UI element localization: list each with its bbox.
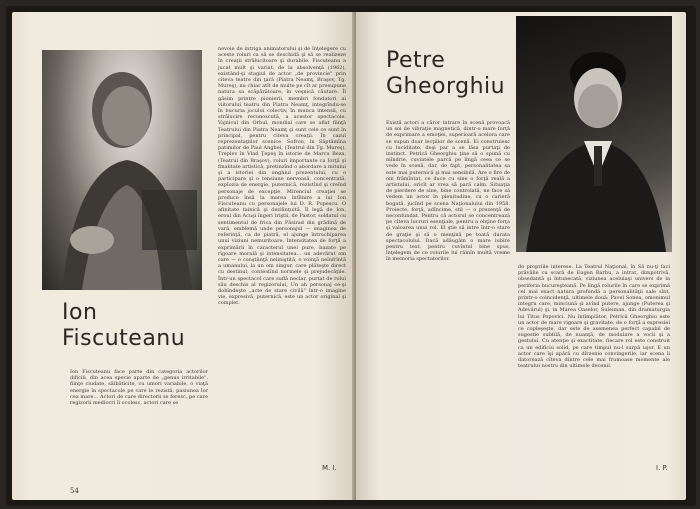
- portrait-illustration-right: [516, 16, 672, 252]
- left-title-line1: Ion: [62, 300, 98, 325]
- right-title-line2: Gheorghiu: [386, 74, 506, 99]
- left-column-text: nevoie de intriga animatorului şi de înţelegere cu aceste roluri ca să se deschidă şi să se realizeze în creaţii strălucitoare şi durabile. Fiscuteanu a jucat mult şi variat, de la absolvenţă (1962), existând-şi stagiul de actor „de provincie" prin cîteva teatre din ţară (Piatra Neamţ, Braşov, Tg. Mureş), nu chiar atît de multe pe cît ar presupune natura sa scăpărătoare, în veşnică căutare. Îl găsim printre pionierii, membri fondatori ai viitorului teatru din Piatra Neamţ, integrîndu-se în bucuria jocului colectiv, în munca intensă, cu strălucire recunoscută, a acestor spectacole. Vajnicul din Orbul, mondial care se aflat fiinţă Teatrului din Piatra Neamţ şi sunt cele ce sunt în principal, pentru cîteva creaţii. În cazul reprezentaţiilor scenice. Sofron, în Săptămîna patimilor de Paul Anghel, (Teatrul din Tg. Mureş), Treplev în Vlad Ţepeş în istorie de Marcu Beza, (Teatrul din Braşov), roluri importante ca forţă şi finalitate artistică, pretinzînd o abordare a mitului şi a istoriei din unghiul prezentului, cu o participare şi o tensiune nervoasă, concentrată, explozia de energie, puternică, rezistînd şi creînd personaje de excepţie. Mirenciul creaţiei se produce însă la marea întîlnire a lui Ion Fiscuteanu cu personajele lui D. R. Popescu. O afinitate tainică şi dezlănţuită. Îl legă de Ion, eroul din Acuşi îngeri triştii, de Pastor, soldatul cu sentimentul de frica din Păsirad din grădină de vară, emblemă unde personajul — imaginea de referinţă, ca de piatră, el ajunge întruchiparea unui viziuni nemuritoare. Intensitatea de forţă a exprimării în caracterul unei pure, bazate pe rigoare morală şi intensitatea... un adevărat om care — o conştiinţă neliniştită, o voinţă neînfrîntă a umanului, la un om singur, care plăteşte direct cu destinul, contestînd normele şi prejudecăţile. Într-un spectacol care suflă neclar, purtat de rolul său deschis al regizorului, Un ah personaj ce-şi dobîndeşte „acte de stare civilă" într-o imagine vie, expresivă, puternică, este un actor original şi complet.: [218, 46, 346, 307]
- right-column-text: Există actori a căror intrare în scenă provoacă un soi de vibraţie magnetică, dintr-o mare forţă de exprimare a emoţiei, superioară acelora care se supun doar lecţiilor de scenă. Ei construiesc cu luciditate, deşi par a se lăsa purtaţi de instinct. Petrică Gheorghiu ţine să o spună cu mîndrie, cuvintele parcă pe lîngă ceea ce se vede în scenă, dar, de fapt, personalitatea sa este mai puternică şi mai sensibilă. Are o fire de om frămîntat, ce duce cu sine o forţă reală a artistului, oricît ar vrea să pară calm. Situaţia de pierdere de sine, bine controlată, ne face să vedem un actor în plenitudine, cu o carieră bogată, jucînd pe scena Naţionalului din 1958. Proiecte, forţă, adîncime, stil — o prezenţă de neconfundat. Pentru că actorul se concentrează pe cîteva lucruri esenţiale, pentru a obţine forţa şi valoarea unui rol. El ştie să intre într-o stare de graţie şi să o menţină pe toată durata spectacolului. Dacă adăugăm o mare iubire pentru text, pentru cuvîntul bine spus, înţelegem de ce rolurile lui rămîn multă vreme în memoria spectatorilor.: [386, 120, 510, 263]
- left-intro-text: Ion Fiscuteanu face parte din categoria actorilor dificili, din acea specie aparte de „genus irritabile", fiinţe ciudate, sălbăticite, cu umori variabile, o viaţă energie în spectacole pe care le rezistă, pasiunea lor cea mare... Actori de care directorii se feresc, pe care regizorii mediocri îi ocolesc, actori care se: [70, 369, 208, 407]
- left-title: [62, 300, 185, 352]
- left-title-line2: Fiscuteanu: [62, 326, 186, 351]
- right-signature: I. P.: [656, 464, 668, 472]
- right-column2-text: de propriile interese. La Teatrul Naţional, în Să nu-ţi faci prăvălie cu scară de Eugen Barbu, a intrat, dimpotrivă, obsedantă şi întunecată, viziunea aceluiaşi univers de la periferia bucureşteană. Pe lîngă rolurile în care se exprimă cel mai exact natura profundă a personalităţii sale sînt, printr-o coincidenţă, ultimele două: Pavel Sonea, omonimul integru care, minciună şi avînd putere, ajunge (Puterea şi Adevărul) şi, in Marea Oaselor, Suleiman, din dramaturgia lui Titus Popovici. Nu întîmplător, Petrică Gheorghiu este un actor de mare vigoare şi gravitate, de o forţă a expresiei ce copleşeşte, dar este de asemenea perfect capabil de sugestie subtilă, de nuanţă, de modulare a vocii şi a gestului. Cu atenţie şi exactitate, fiecare rol este construit ca un edificiu solid, pe care timpul nu-l surpă uşor. E un actor care îşi apără cu dîrzenie convingerile, iar scena îi datorează cîteva dintre cele mai frumoase momente ale teatrului nostru din ultimele decenii.: [518, 264, 670, 370]
- portrait-photo-fiscuteanu: [42, 50, 202, 290]
- portrait-illustration: [42, 50, 202, 290]
- page-number-left: 54: [70, 487, 79, 495]
- right-title: [386, 48, 505, 100]
- right-page: [356, 12, 686, 500]
- left-signature: M. I.: [322, 464, 337, 472]
- portrait-photo-gheorghiu: [516, 16, 672, 252]
- left-page: [12, 12, 356, 500]
- right-title-line1: Petre: [386, 48, 446, 73]
